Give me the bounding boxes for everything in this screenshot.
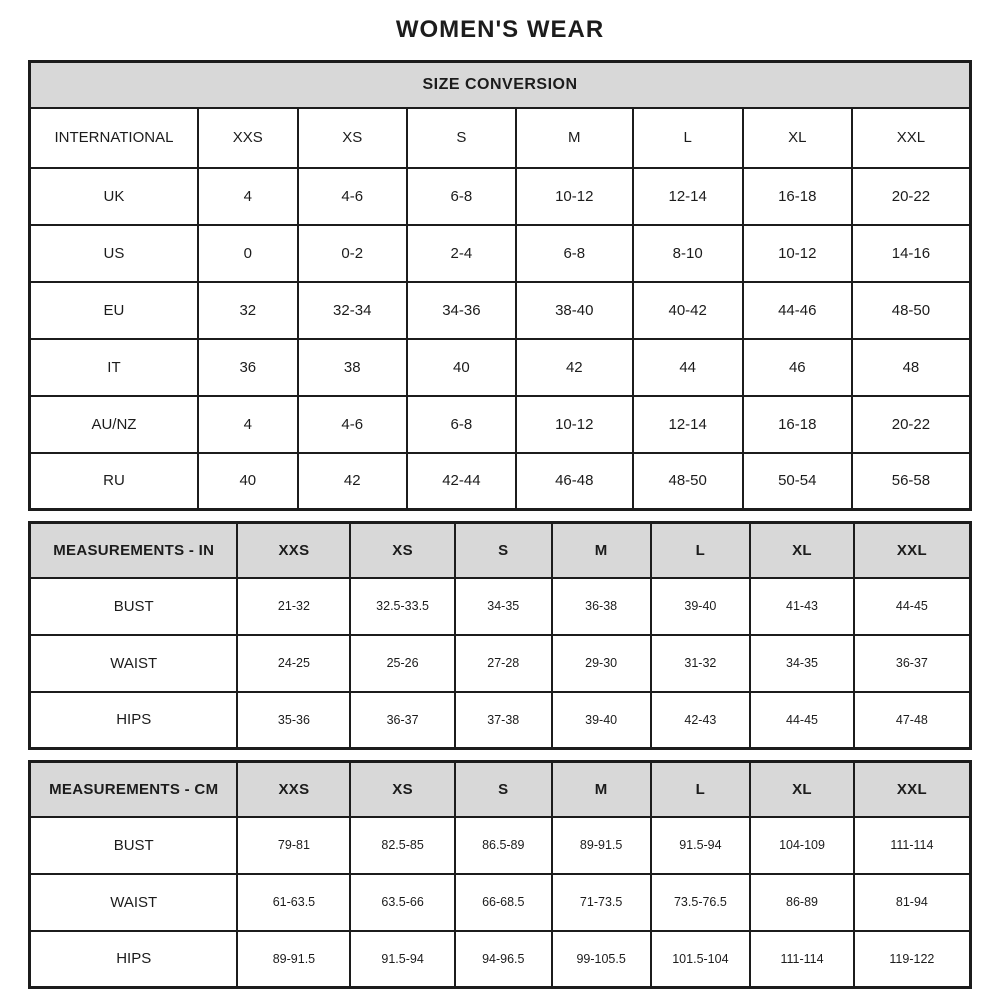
value-cell: 32.5-33.5 [350,578,454,635]
value-cell: 40 [198,453,298,510]
value-cell: 6-8 [407,168,516,225]
table-row [30,396,971,453]
value-cell: 46 [743,339,852,396]
table-row [30,282,971,339]
value-cell: 20-22 [852,168,971,225]
value-cell: 27-28 [455,635,552,692]
value-cell: 44-45 [750,692,854,749]
value-cell: 111-114 [854,817,971,874]
column-header-row [30,762,971,817]
value-cell: 48 [852,339,971,396]
column-header-l: L [651,523,751,578]
table-row [30,692,971,749]
value-cell: 71-73.5 [552,874,651,931]
value-cell: 63.5-66 [350,874,454,931]
value-cell: 10-12 [516,396,633,453]
table-row [30,635,971,692]
value-cell: 40-42 [633,282,743,339]
value-cell: 4 [198,396,298,453]
table-band-title: SIZE CONVERSION [30,62,971,108]
column-header-m: M [516,108,633,168]
value-cell: 81-94 [854,874,971,931]
row-label: US [30,225,198,282]
table-row [30,874,971,931]
table-row [30,578,971,635]
value-cell: 104-109 [750,817,854,874]
value-cell: 111-114 [750,931,854,988]
value-cell: 86.5-89 [455,817,552,874]
column-header-m: M [552,523,651,578]
table-row [30,339,971,396]
row-label: IT [30,339,198,396]
value-cell: 0 [198,225,298,282]
value-cell: 46-48 [516,453,633,510]
value-cell: 44 [633,339,743,396]
value-cell: 91.5-94 [651,817,751,874]
value-cell: 14-16 [852,225,971,282]
column-header-m: M [552,762,651,817]
column-header-s: S [455,523,552,578]
value-cell: 2-4 [407,225,516,282]
value-cell: 10-12 [516,168,633,225]
value-cell: 48-50 [852,282,971,339]
column-header-xs: XS [350,762,454,817]
column-header-l: L [633,108,743,168]
value-cell: 50-54 [743,453,852,510]
value-cell: 61-63.5 [237,874,350,931]
column-header-xxl: XXL [852,108,971,168]
column-header-xxs: XXS [237,523,350,578]
table-row [30,225,971,282]
value-cell: 36-37 [854,635,971,692]
value-cell: 12-14 [633,396,743,453]
value-cell: 36 [198,339,298,396]
value-cell: 38-40 [516,282,633,339]
column-header-row [30,523,971,578]
value-cell: 36-37 [350,692,454,749]
value-cell: 37-38 [455,692,552,749]
value-cell: 47-48 [854,692,971,749]
value-cell: 44-46 [743,282,852,339]
value-cell: 82.5-85 [350,817,454,874]
row-label: RU [30,453,198,510]
row-label: BUST [30,817,238,874]
row-header-label: MEASUREMENTS - IN [30,523,238,578]
column-header-xxl: XXL [854,523,971,578]
value-cell: 6-8 [516,225,633,282]
value-cell: 8-10 [633,225,743,282]
value-cell: 42-44 [407,453,516,510]
value-cell: 89-91.5 [237,931,350,988]
value-cell: 4 [198,168,298,225]
value-cell: 119-122 [854,931,971,988]
value-cell: 21-32 [237,578,350,635]
table-row [30,168,971,225]
value-cell: 34-35 [750,635,854,692]
column-header-xxl: XXL [854,762,971,817]
value-cell: 79-81 [237,817,350,874]
value-cell: 42 [298,453,407,510]
value-cell: 73.5-76.5 [651,874,751,931]
table-row [30,931,971,988]
value-cell: 16-18 [743,168,852,225]
value-cell: 20-22 [852,396,971,453]
column-header-xxs: XXS [237,762,350,817]
value-cell: 66-68.5 [455,874,552,931]
value-cell: 48-50 [633,453,743,510]
row-label: WAIST [30,874,238,931]
value-cell: 24-25 [237,635,350,692]
value-cell: 94-96.5 [455,931,552,988]
value-cell: 99-105.5 [552,931,651,988]
column-header-xs: XS [350,523,454,578]
row-label: HIPS [30,692,238,749]
value-cell: 101.5-104 [651,931,751,988]
table-row [30,817,971,874]
value-cell: 41-43 [750,578,854,635]
column-header-s: S [455,762,552,817]
value-cell: 56-58 [852,453,971,510]
value-cell: 36-38 [552,578,651,635]
value-cell: 42 [516,339,633,396]
row-label: BUST [30,578,238,635]
row-label: WAIST [30,635,238,692]
value-cell: 31-32 [651,635,751,692]
column-header-xl: XL [750,523,854,578]
value-cell: 39-40 [552,692,651,749]
value-cell: 38 [298,339,407,396]
value-cell: 42-43 [651,692,751,749]
value-cell: 4-6 [298,168,407,225]
value-cell: 4-6 [298,396,407,453]
value-cell: 6-8 [407,396,516,453]
value-cell: 32 [198,282,298,339]
page-title: WOMEN'S WEAR [395,16,605,43]
measurements-cm-table [28,760,972,989]
row-label: UK [30,168,198,225]
table-row [30,453,971,510]
column-header-xl: XL [743,108,852,168]
value-cell: 29-30 [552,635,651,692]
column-header-xl: XL [750,762,854,817]
value-cell: 32-34 [298,282,407,339]
row-label: AU/NZ [30,396,198,453]
value-cell: 34-36 [407,282,516,339]
value-cell: 10-12 [743,225,852,282]
value-cell: 25-26 [350,635,454,692]
value-cell: 39-40 [651,578,751,635]
column-header-xs: XS [298,108,407,168]
column-header-row [30,108,971,168]
value-cell: 89-91.5 [552,817,651,874]
value-cell: 91.5-94 [350,931,454,988]
value-cell: 34-35 [455,578,552,635]
column-header-s: S [407,108,516,168]
value-cell: 40 [407,339,516,396]
measurements-in-table [28,521,972,750]
row-header-label: INTERNATIONAL [30,108,198,168]
size-conversion-table [28,60,972,511]
value-cell: 44-45 [854,578,971,635]
value-cell: 0-2 [298,225,407,282]
value-cell: 86-89 [750,874,854,931]
value-cell: 12-14 [633,168,743,225]
column-header-l: L [651,762,751,817]
row-label: EU [30,282,198,339]
value-cell: 16-18 [743,396,852,453]
table-band-row [30,62,971,108]
row-header-label: MEASUREMENTS - CM [30,762,238,817]
column-header-xxs: XXS [198,108,298,168]
row-label: HIPS [30,931,238,988]
value-cell: 35-36 [237,692,350,749]
